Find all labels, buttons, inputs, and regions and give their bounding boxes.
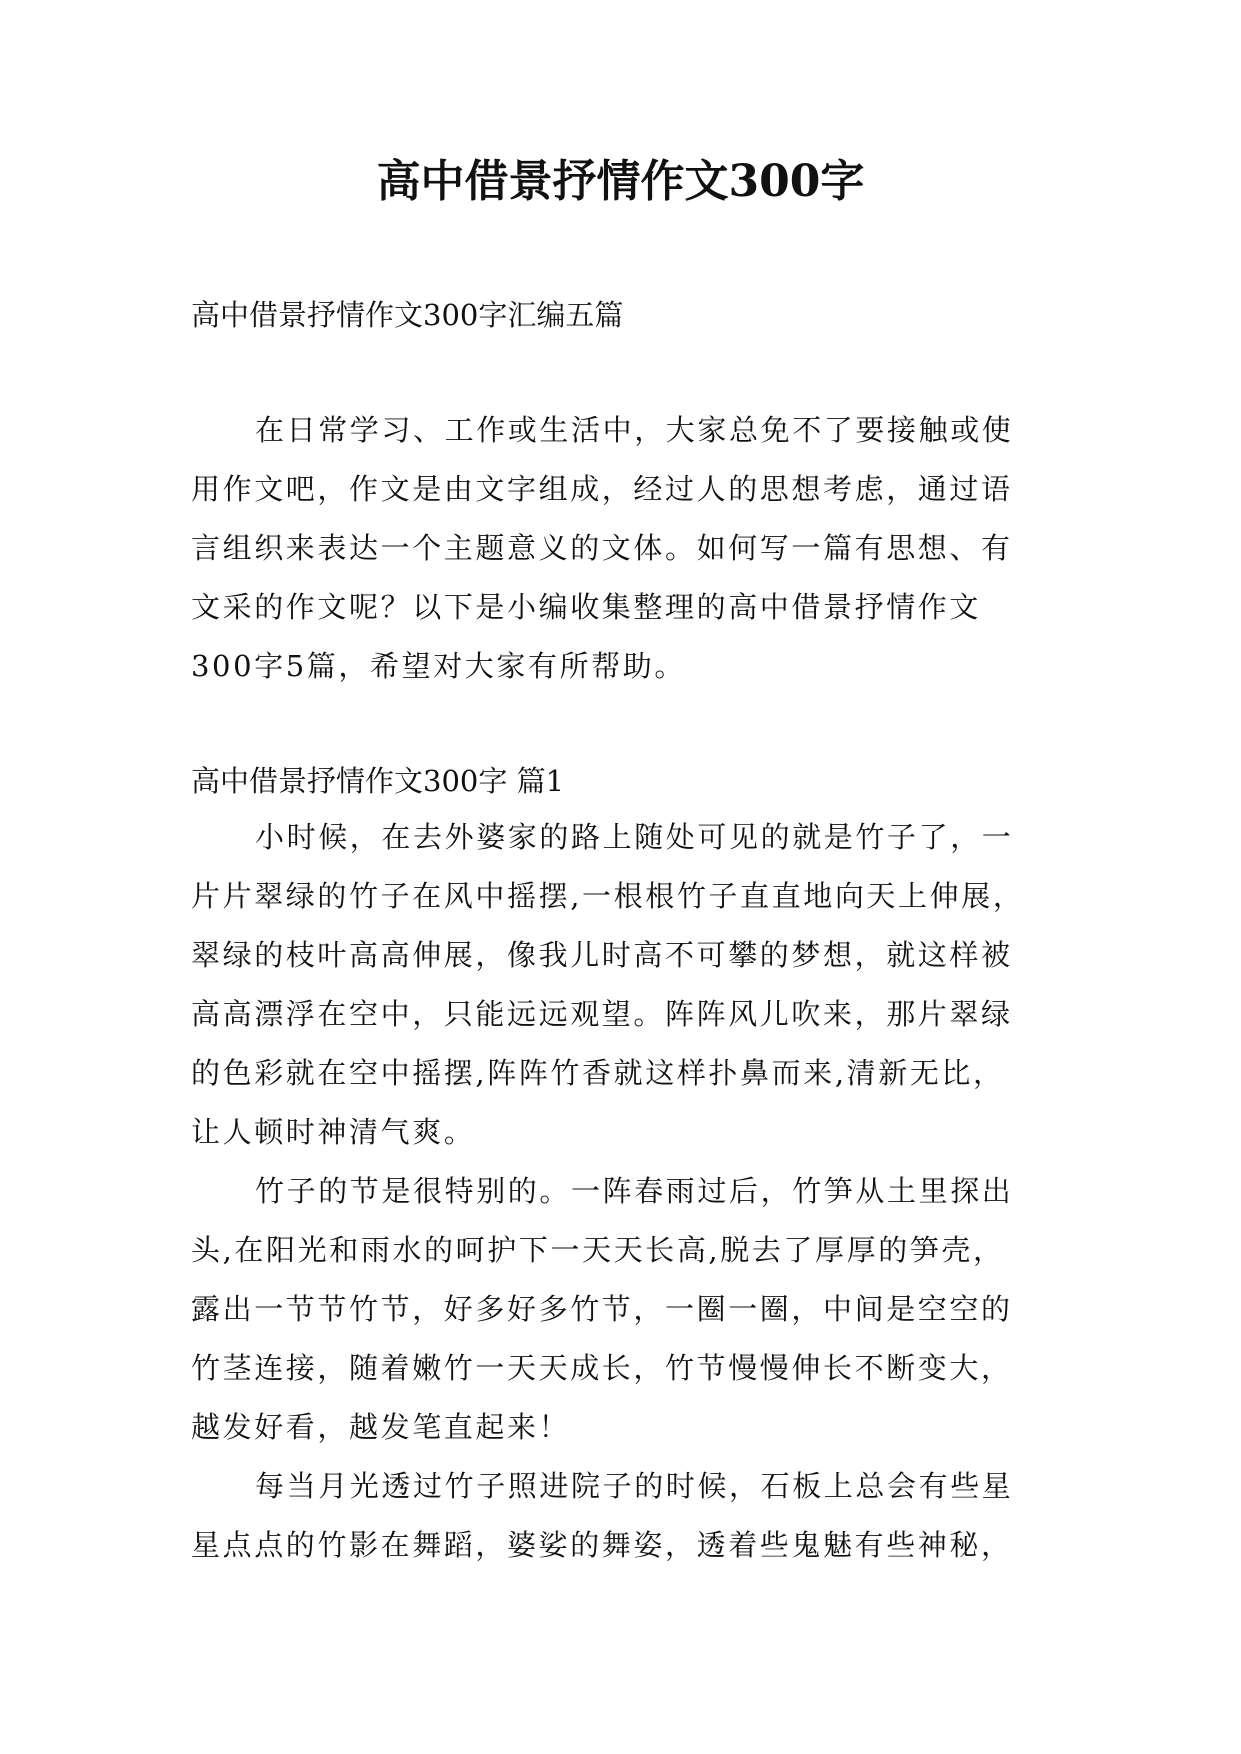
document-subtitle: 高中借景抒情作文300字汇编五篇 xyxy=(191,298,624,332)
intro-line: 言组织来表达一个主题意义的文体。如何写一篇有思想、有 xyxy=(191,531,1013,565)
body-line: 越发好看，越发笔直起来！ xyxy=(191,1410,571,1444)
body-line: 竹子的节是很特别的。一阵春雨过后，竹笋从土里探出 xyxy=(255,1174,1014,1208)
intro-line: 300字5篇，希望对大家有所帮助。 xyxy=(191,649,687,683)
body-line: 星点点的竹影在舞蹈，婆娑的舞姿，透着些鬼魅有些神秘， xyxy=(191,1528,1013,1562)
section-heading: 高中借景抒情作文300字 篇1 xyxy=(191,764,565,798)
body-line: 每当月光透过竹子照进院子的时候，石板上总会有些星 xyxy=(255,1469,1014,1503)
body-line: 露出一节节竹节，好多好多竹节，一圈一圈，中间是空空的 xyxy=(191,1292,1013,1326)
body-line: 头,在阳光和雨水的呵护下一天天长高,脱去了厚厚的笋壳， xyxy=(191,1233,1005,1267)
document-title: 高中借景抒情作文300字 xyxy=(376,156,865,207)
body-line: 翠绿的枝叶高高伸展，像我儿时高不可攀的梦想，就这样被 xyxy=(191,938,1013,972)
body-line: 高高漂浮在空中，只能远远观望。阵阵风儿吹来，那片翠绿 xyxy=(191,997,1013,1031)
body-line: 让人顿时神清气爽。 xyxy=(191,1115,476,1149)
intro-line: 用作文吧，作文是由文字组成，经过人的思想考虑，通过语 xyxy=(191,472,1013,506)
body-line: 小时候，在去外婆家的路上随处可见的就是竹子了，一 xyxy=(255,820,1014,854)
intro-line: 在日常学习、工作或生活中，大家总免不了要接触或使 xyxy=(255,413,1014,447)
body-line: 的色彩就在空中摇摆,阵阵竹香就这样扑鼻而来,清新无比， xyxy=(191,1056,1005,1090)
essay-body xyxy=(191,808,1071,1575)
intro-paragraph xyxy=(191,401,1071,696)
body-line: 竹茎连接，随着嫩竹一天天成长，竹节慢慢伸长不断变大， xyxy=(191,1351,1013,1385)
intro-line: 文采的作文呢？以下是小编收集整理的高中借景抒情作文 xyxy=(191,590,982,624)
body-line: 片片翠绿的竹子在风中摇摆,一根根竹子直直地向天上伸展， xyxy=(191,879,1025,913)
